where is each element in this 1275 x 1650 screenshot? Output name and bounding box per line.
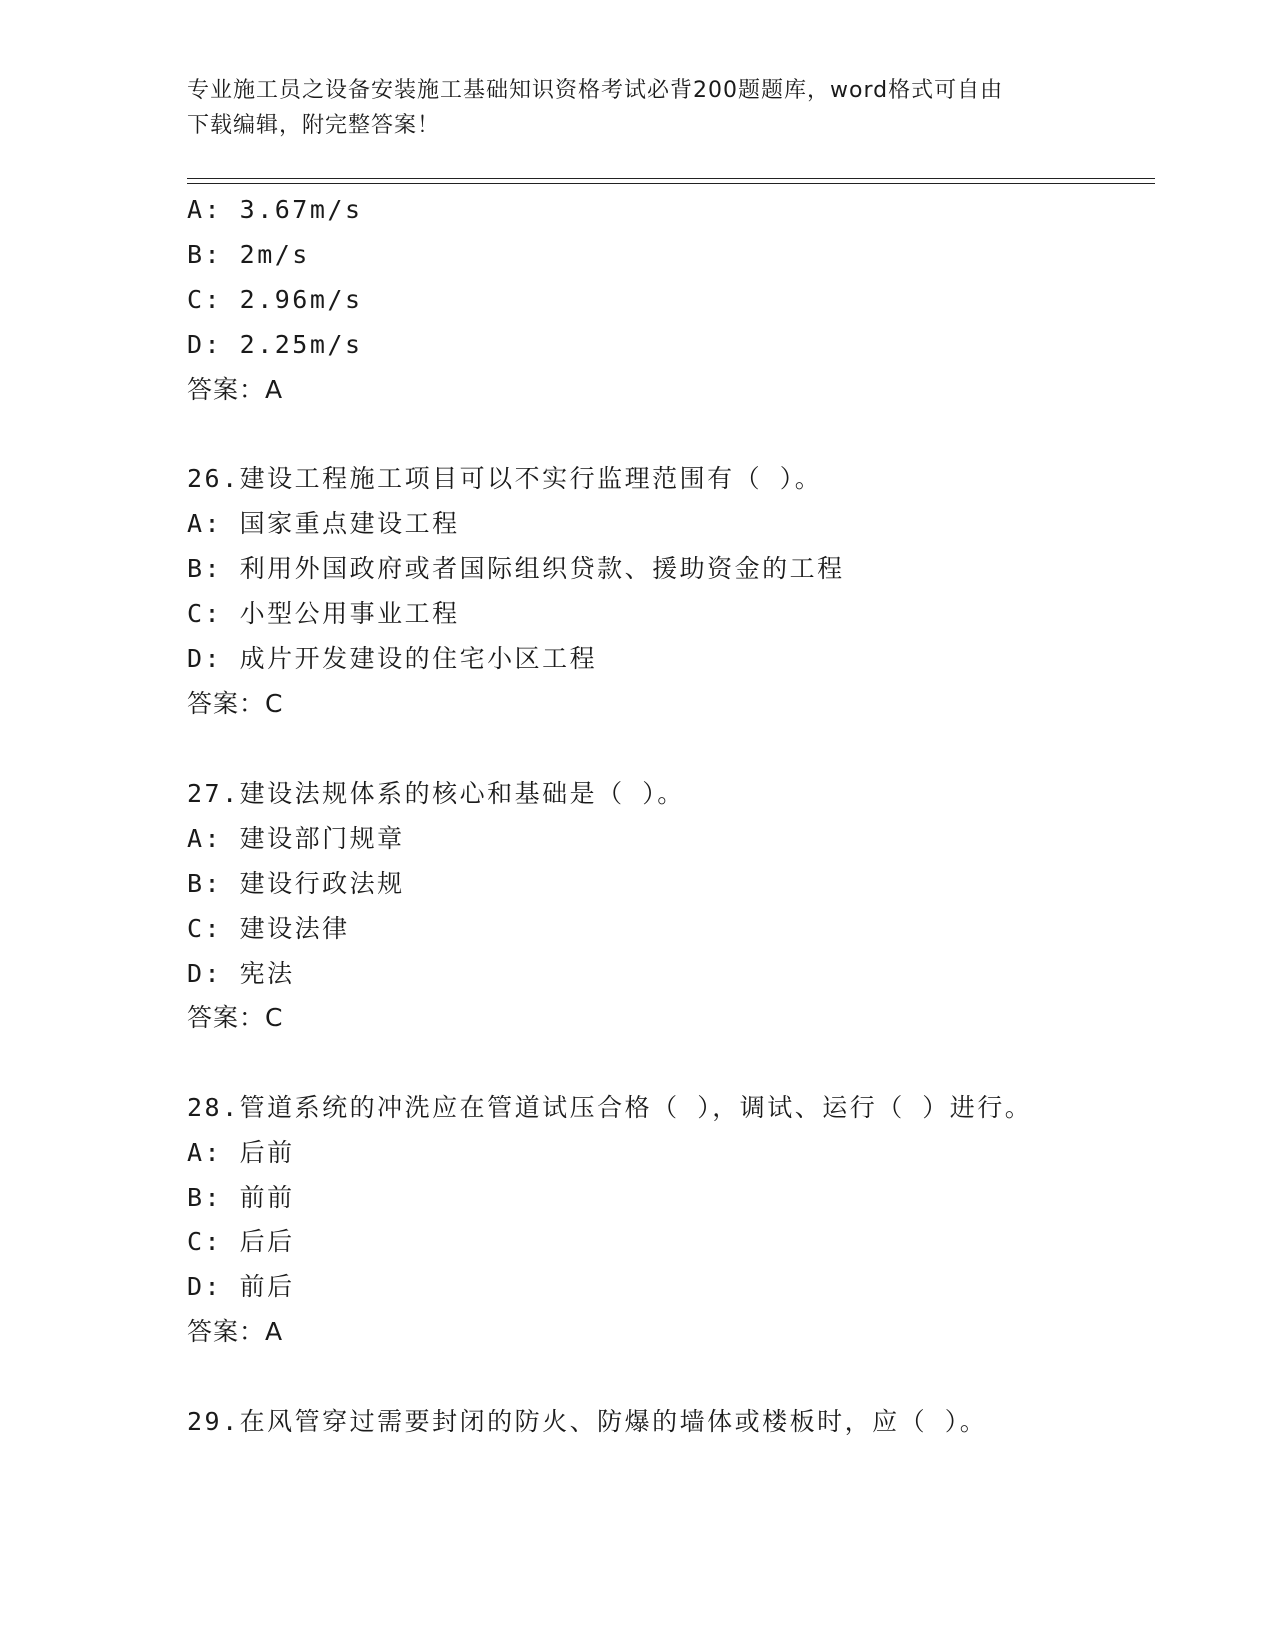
header-title-line-2: 下载编辑，附完整答案！ (187, 113, 441, 138)
q25-option-c: C: 2.96m/s (187, 285, 363, 314)
q27-option-d: D: 宪法 (187, 959, 295, 988)
q28-question: 28.管道系统的冲洗应在管道试压合格（ ），调试、运行（ ）进行。 (187, 1093, 1033, 1122)
header-rule-top (187, 178, 1155, 179)
q26-answer: 答案：C (187, 689, 284, 718)
q27-option-c: C: 建设法律 (187, 914, 350, 943)
q28-option-a: A: 后前 (187, 1138, 295, 1167)
q26-option-c: C: 小型公用事业工程 (187, 599, 460, 628)
q29-question: 29.在风管穿过需要封闭的防火、防爆的墙体或楼板时，应（ ）。 (187, 1407, 988, 1436)
q25-option-a: A: 3.67m/s (187, 195, 363, 224)
q28-option-c: C: 后后 (187, 1227, 295, 1256)
q25-option-b: B: 2m/s (187, 240, 310, 269)
q28-answer: 答案：A (187, 1317, 284, 1346)
q26-question: 26.建设工程施工项目可以不实行监理范围有（ ）。 (187, 464, 823, 493)
header-title-line-1: 专业施工员之设备安装施工基础知识资格考试必背200题题库，word格式可自由 (187, 78, 1004, 103)
q28-option-b: B: 前前 (187, 1183, 295, 1212)
q27-option-a: A: 建设部门规章 (187, 824, 405, 853)
q26-option-b: B: 利用外国政府或者国际组织贷款、援助资金的工程 (187, 554, 845, 583)
header-rule-bottom (187, 183, 1155, 184)
q25-answer: 答案：A (187, 375, 284, 404)
q27-question: 27.建设法规体系的核心和基础是（ ）。 (187, 779, 685, 808)
q27-option-b: B: 建设行政法规 (187, 869, 405, 898)
document-header (187, 73, 1067, 143)
q26-option-d: D: 成片开发建设的住宅小区工程 (187, 644, 598, 673)
q27-answer: 答案：C (187, 1003, 284, 1032)
q28-option-d: D: 前后 (187, 1272, 295, 1301)
q26-option-a: A: 国家重点建设工程 (187, 509, 460, 538)
q25-option-d: D: 2.25m/s (187, 330, 363, 359)
